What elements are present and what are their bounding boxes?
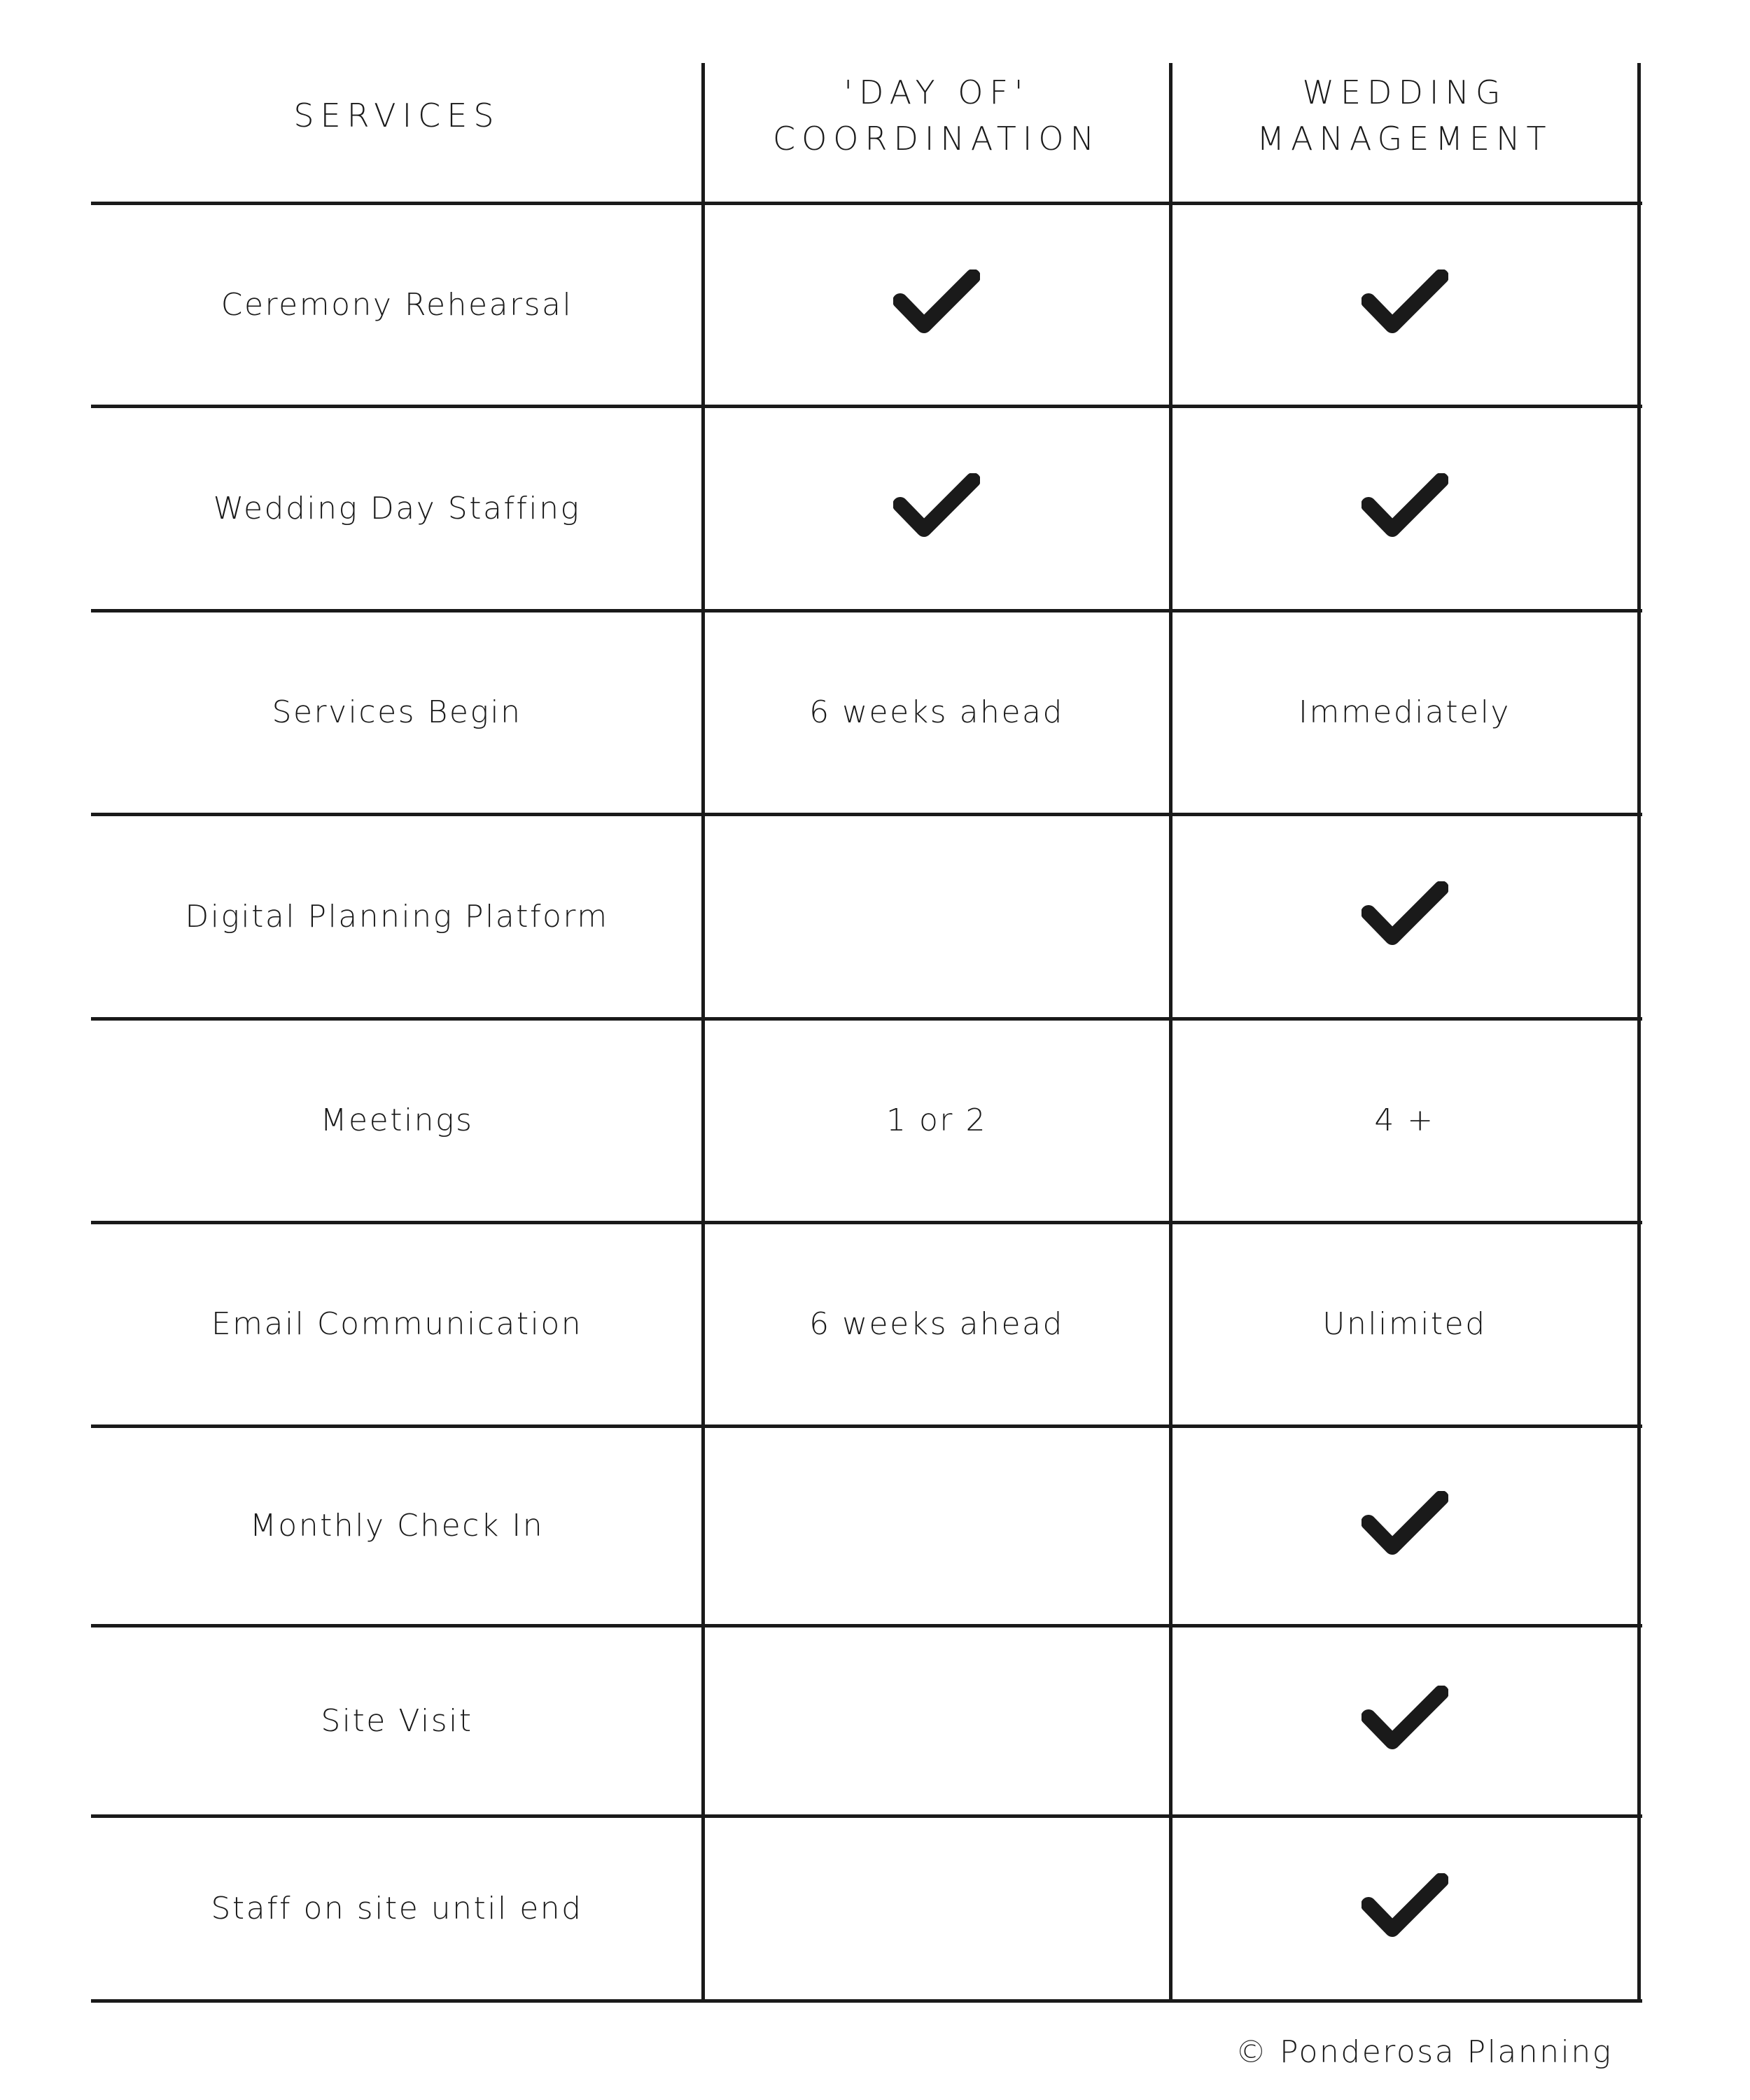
service-cell: [91, 1625, 703, 1816]
management-cell: [1170, 1625, 1639, 1816]
management-cell: [1170, 1018, 1639, 1222]
cell-value: 6 weeks ahead: [809, 694, 1064, 730]
service-cell: [91, 610, 703, 814]
checkmark-icon: [1362, 473, 1448, 543]
checkmark-icon: [1362, 881, 1448, 951]
management-cell: [1170, 610, 1639, 814]
service-cell: [91, 203, 703, 406]
column-divider: [1169, 63, 1172, 2002]
day-of-cell: [703, 1222, 1170, 1426]
service-label: Ceremony Rehearsal: [220, 286, 573, 323]
row-divider: [91, 405, 1642, 408]
management-cell: [1170, 1426, 1639, 1625]
checkmark-icon: [1362, 1873, 1448, 1943]
service-label: Monthly Check In: [249, 1508, 545, 1544]
column-divider: [701, 63, 705, 2002]
management-cell: [1170, 1222, 1639, 1426]
service-cell: [91, 1222, 703, 1426]
column-divider: [1637, 63, 1641, 2002]
cell-value: Immediately: [1298, 694, 1511, 730]
service-label: Meetings: [320, 1102, 474, 1138]
row-divider: [91, 1814, 1642, 1818]
cell-value: Unlimited: [1322, 1306, 1487, 1342]
day-of-cell: [703, 203, 1170, 406]
service-label: Staff on site until end: [211, 1890, 583, 1926]
day-of-cell: [703, 814, 1170, 1018]
management-cell: [1170, 1816, 1639, 2001]
checkmark-icon: [893, 270, 980, 340]
row-divider: [91, 1424, 1642, 1428]
column-header: 'DAY OF' COORDINATION: [772, 74, 1101, 158]
column-header: WEDDING MANAGEMENT: [1256, 74, 1553, 158]
row-divider: [91, 1999, 1642, 2003]
service-cell: [91, 406, 703, 610]
checkmark-icon: [1362, 1491, 1448, 1561]
day-of-cell: [703, 1625, 1170, 1816]
checkmark-icon: [1362, 270, 1448, 340]
day-of-cell: [703, 406, 1170, 610]
service-label: Wedding Day Staffing: [213, 490, 581, 526]
management-cell: [1170, 814, 1639, 1018]
cell-value: 1 or 2: [886, 1102, 987, 1138]
cell-value: 4 +: [1374, 1102, 1435, 1138]
service-cell: [91, 1018, 703, 1222]
service-cell: [91, 814, 703, 1018]
day-of-cell: [703, 610, 1170, 814]
service-cell: [91, 1426, 703, 1625]
row-divider: [91, 1624, 1642, 1628]
row-divider: [91, 609, 1642, 612]
header-cell: [1170, 28, 1639, 203]
row-divider: [91, 202, 1642, 205]
row-divider: [91, 813, 1642, 816]
checkmark-icon: [1362, 1686, 1448, 1756]
cell-value: 6 weeks ahead: [809, 1306, 1064, 1342]
copyright-footer: © Ponderosa Planning: [1236, 2034, 1613, 2070]
header-cell: [703, 28, 1170, 203]
header-cell: [91, 28, 703, 203]
day-of-cell: [703, 1018, 1170, 1222]
service-cell: [91, 1816, 703, 2001]
day-of-cell: [703, 1426, 1170, 1625]
column-header: SERVICES: [293, 97, 500, 134]
row-divider: [91, 1017, 1642, 1021]
service-label: Site Visit: [321, 1702, 473, 1739]
day-of-cell: [703, 1816, 1170, 2001]
management-cell: [1170, 406, 1639, 610]
checkmark-icon: [893, 473, 980, 543]
service-label: Digital Planning Platform: [185, 898, 609, 934]
service-label: Services Begin: [272, 694, 522, 730]
management-cell: [1170, 203, 1639, 406]
service-label: Email Communication: [211, 1306, 583, 1342]
row-divider: [91, 1221, 1642, 1224]
